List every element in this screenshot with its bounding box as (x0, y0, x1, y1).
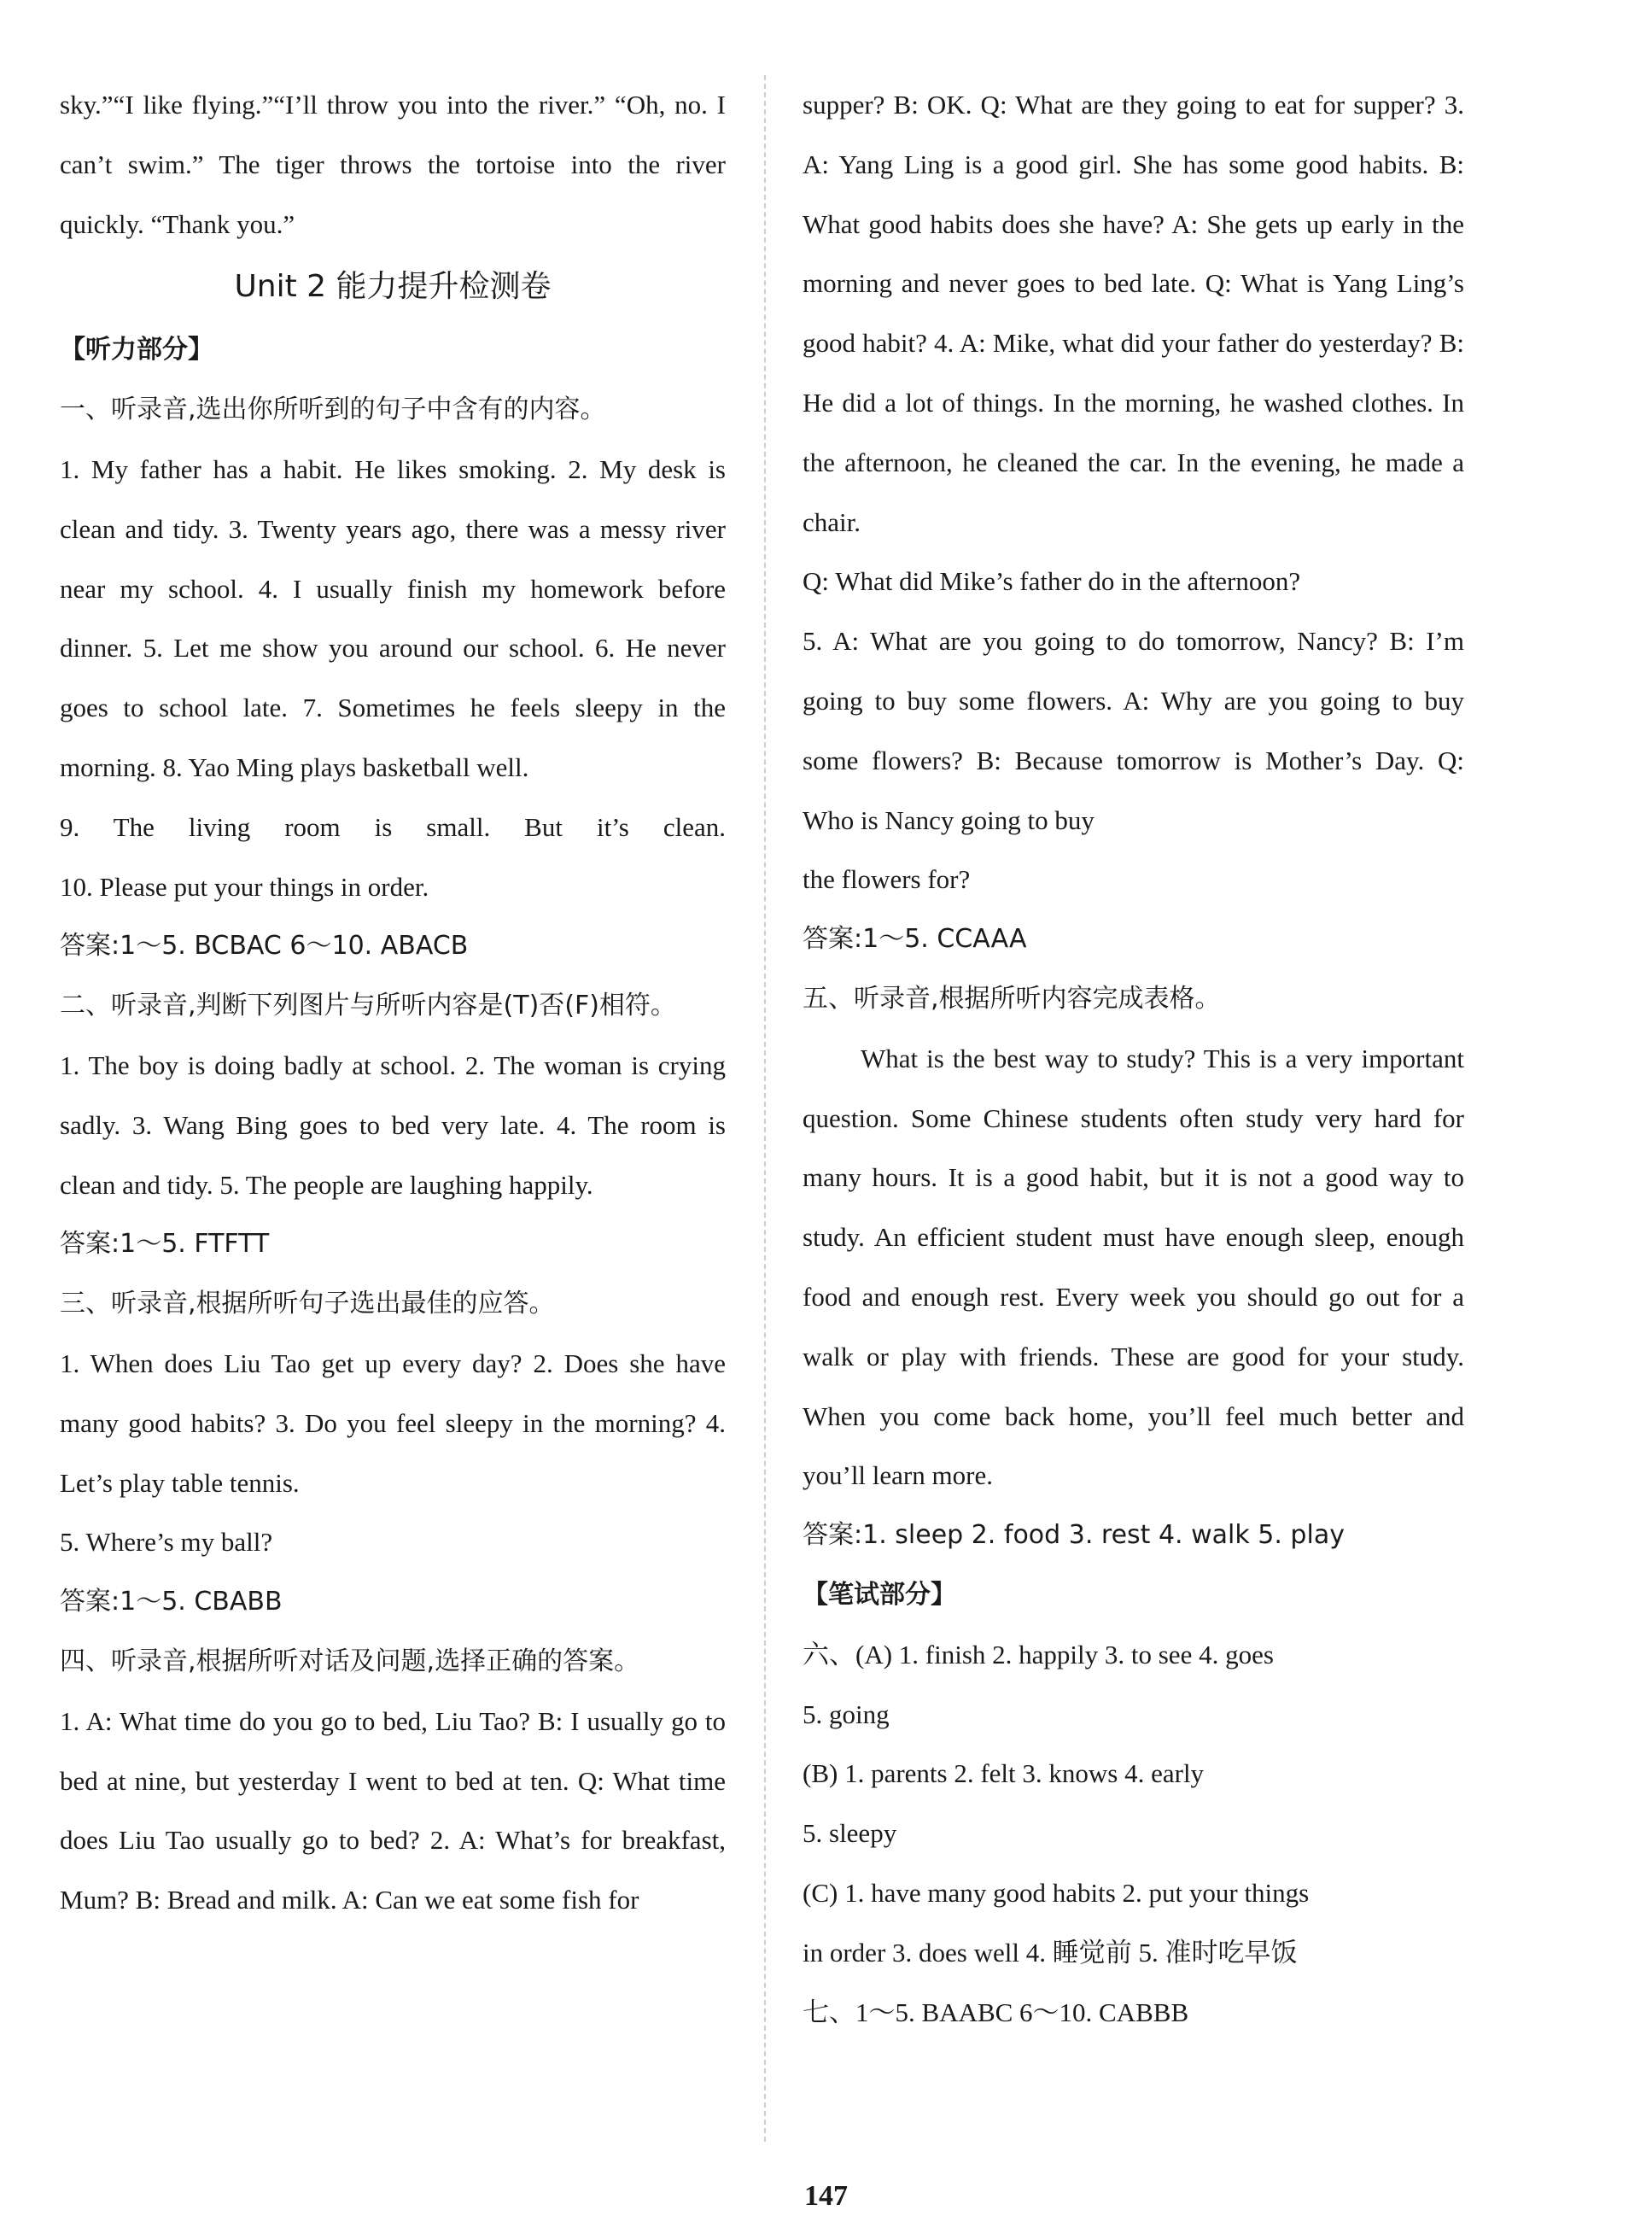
column-divider (764, 75, 766, 2142)
section-5-answer: 答案:1. sleep 2. food 3. rest 4. walk 5. play (803, 1520, 1345, 1551)
section-3-line-5: 5. Where’s my ball? (60, 1527, 273, 1558)
page-number: 147 (804, 2180, 848, 2212)
section-5-passage: What is the best way to study? This is a very important question. Some Chinese students often study very hard for many hours. It is a good habit, but it is not a good way to study. An efficient student must have enough sleep, enough food and enough rest. Every week you should go out for a walk or play with friends. These are good for your study. When you come back home, you’ll feel much better and you’ll learn more. (803, 1043, 1464, 1491)
section-6-c-line-1: (C) 1. have many good habits 2. put your things (803, 1877, 1310, 1908)
section-3-answer: 答案:1～5. CBABB (60, 1587, 283, 1617)
section-1-answer: 答案:1～5. BCBAC 6～10. ABACB (60, 931, 469, 962)
section-2-script: 1. The boy is doing badly at school. 2. The woman is crying sadly. 3. Wang Bing goes to bed very late. 4. The room is clean and tidy. 5. The people are laughing happily. (60, 1050, 726, 1200)
section-6-b-line-1: (B) 1. parents 2. felt 3. knows 4. early (803, 1758, 1205, 1789)
section-4-answer: 答案:1～5. CCAAA (803, 924, 1027, 955)
story-ending: sky.”“I like flying.”“I’ll throw you into the river.” “Oh, no. I can’t swim.” The tiger throws the tortoise into the river quickly. “Thank you.” (60, 90, 726, 239)
section-4-script: 1. A: What time do you go to bed, Liu Tao? B: I usually go to bed at nine, but yesterday I went to bed at ten. Q: What time does Liu Tao usually go to bed? 2. A: What’s for breakfast, Mum? B: Bread and milk. A: Can we eat some fish for (60, 1705, 726, 1915)
section-1-line-9: 9. The living room is small. But it’s clean. (60, 811, 726, 842)
section-4-question-4: Q: What did Mike’s father do in the afternoon? (803, 566, 1301, 597)
section-4-heading: 四、听录音,根据所听对话及问题,选择正确的答案。 (60, 1646, 640, 1676)
listening-part-label: 【听力部分】 (60, 335, 213, 365)
section-2-heading: 二、听录音,判断下列图片与所听内容是(T)否(F)相符。 (60, 991, 676, 1021)
unit-title: Unit 2 能力提升检测卷 (234, 269, 552, 305)
section-7-answer: 七、1～5. BAABC 6～10. CABBB (803, 1997, 1189, 2027)
section-3-script: 1. When does Liu Tao get up every day? 2. Does she have many good habits? 3. Do you feel sleepy in the morning? 4. Let’s play table tennis. (60, 1348, 726, 1498)
section-1-script: 1. My father has a habit. He likes smoking. 2. My desk is clean and tidy. 3. Twenty years ago, there was a messy river near my school. 4. I usually finish my homework before dinner. 5. Let me show you around our school. 6. He never goes to school late. 7. Sometimes he feels sleepy in the morning. 8. Yao Ming plays basketball well. (60, 453, 726, 782)
section-4-script-continued: supper? B: OK. Q: What are they going to eat for supper? 3. A: Yang Ling is a good girl. She has some good habits. B: What good habits does she have? A: She gets up early in the morning and never goes to bed late. Q: What is Yang Ling’s good habit? 4. A: Mike, what did your father do yesterday? B: He did a lot of things. In the morning, he washed clothes. In the afternoon, he cleaned the car. In the evening, he made a chair. (803, 90, 1464, 537)
section-6-a-line-2: 5. going (803, 1699, 890, 1729)
left-column (60, 75, 726, 1930)
section-6-c-line-2: in order 3. does well 4. 睡觉前 5. 准时吃早饭 (803, 1937, 1298, 1968)
section-1-line-10: 10. Please put your things in order. (60, 871, 429, 902)
right-column (803, 75, 1464, 2042)
section-2-answer: 答案:1～5. FTFTT (60, 1229, 270, 1260)
section-4-last-line: the flowers for? (803, 864, 971, 895)
section-3-heading: 三、听录音,根据所听句子选出最佳的应答。 (60, 1289, 555, 1319)
section-6-b-line-2: 5. sleepy (803, 1818, 897, 1849)
section-1-heading: 一、听录音,选出你所听到的句子中含有的内容。 (60, 395, 606, 425)
section-4-script-continued-2: 5. A: What are you going to do tomorrow, Nancy? B: I’m going to buy some flowers. A: Why are you going to buy some flowers? B: Because tomorrow is Mother’s Day. Q: Who is Nancy going to buy (803, 626, 1464, 835)
section-5-heading: 五、听录音,根据所听内容完成表格。 (803, 983, 1221, 1014)
written-part-label: 【笔试部分】 (803, 1579, 956, 1610)
section-6-a-line-1: 六、(A) 1. finish 2. happily 3. to see 4. goes (803, 1639, 1274, 1669)
